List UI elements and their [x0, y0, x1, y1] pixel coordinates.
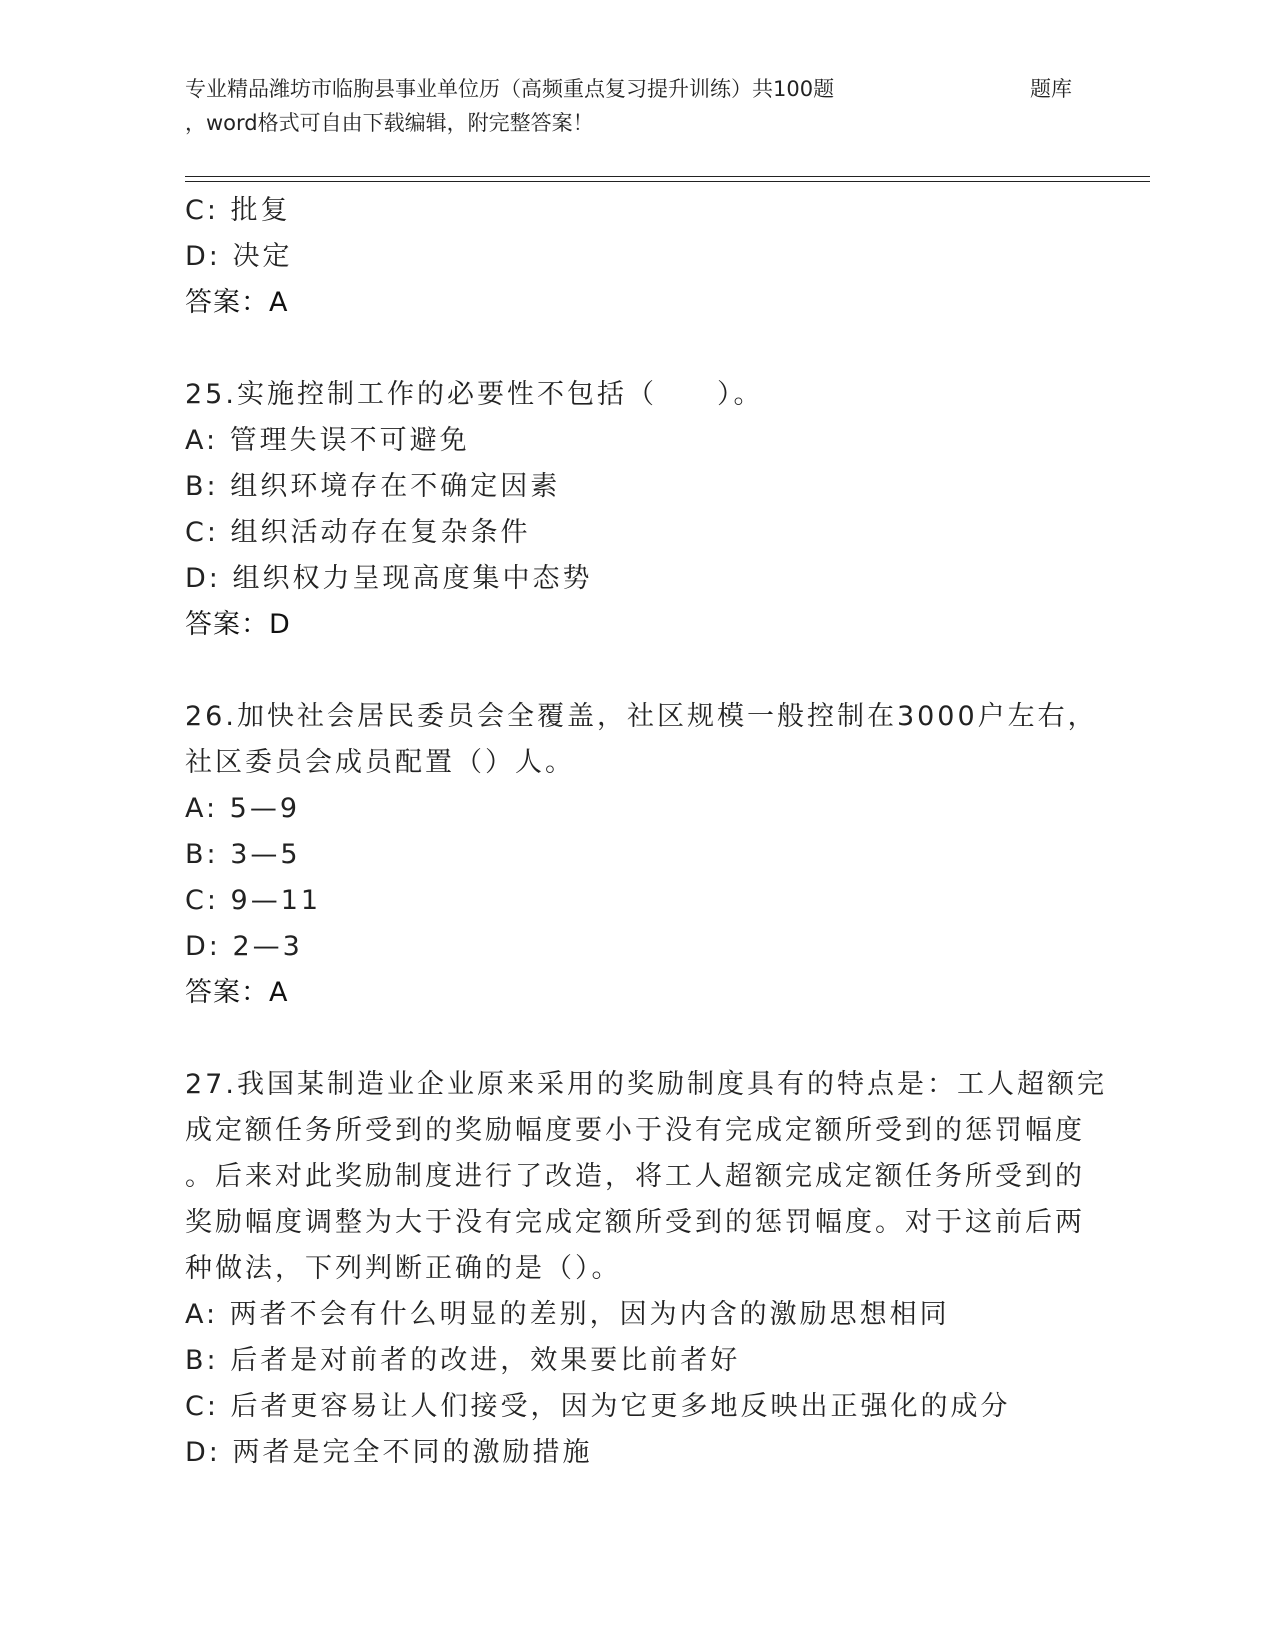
question-stem-line: 奖励幅度调整为大于没有完成定额所受到的惩罚幅度。对于这前后两 [185, 1207, 1085, 1238]
option-c: C: 后者更容易让人们接受，因为它更多地反映出正强化的成分 [185, 1391, 1011, 1422]
header-title: 专业精品潍坊市临朐县事业单位历（高频重点复习提升训练）共100题 [185, 77, 835, 101]
question-24-tail [185, 188, 1085, 326]
question-stem-line: 26.加快社会居民委员会全覆盖，社区规模一般控制在3000户左右， [185, 701, 1098, 732]
question-27 [185, 1062, 1107, 1476]
question-stem-line: 成定额任务所受到的奖励幅度要小于没有完成定额所受到的惩罚幅度 [185, 1115, 1085, 1146]
spacer [185, 1016, 1085, 1062]
option-a: A: 管理失误不可避免 [185, 425, 470, 456]
header-divider-top [185, 176, 1150, 177]
answer-line: 答案：D [185, 609, 291, 640]
option-c: C: 组织活动存在复杂条件 [185, 517, 531, 548]
spacer [185, 648, 1085, 694]
question-stem-line: 社区委员会成员配置（）人。 [185, 747, 575, 778]
question-stem-line: 种做法，下列判断正确的是（）。 [185, 1253, 622, 1284]
option-d: D: 组织权力呈现高度集中态势 [185, 563, 593, 594]
page-header [185, 72, 1085, 140]
spacer [185, 326, 1085, 372]
question-stem-line: 27.我国某制造业企业原来采用的奖励制度具有的特点是：工人超额完 [185, 1069, 1107, 1100]
question-stem-line: 。后来对此奖励制度进行了改造，将工人超额完成定额任务所受到的 [185, 1161, 1085, 1192]
question-25 [185, 372, 1085, 648]
option-d: D: 决定 [185, 241, 293, 272]
option-c: C: 9—11 [185, 885, 322, 916]
option-b: B: 组织环境存在不确定因素 [185, 471, 561, 502]
option-b: B: 后者是对前者的改进，效果要比前者好 [185, 1345, 741, 1376]
header-subtitle: ，word格式可自由下载编辑，附完整答案！ [185, 111, 594, 135]
option-d: D: 两者是完全不同的激励措施 [185, 1437, 593, 1468]
option-d: D: 2—3 [185, 931, 303, 962]
question-26 [185, 694, 1098, 1016]
option-b: B: 3—5 [185, 839, 301, 870]
option-c: C: 批复 [185, 195, 291, 226]
option-a: A: 5—9 [185, 793, 301, 824]
question-stem: 25.实施控制工作的必要性不包括（ ）。 [185, 379, 764, 410]
answer-line: 答案：A [185, 977, 289, 1008]
option-a: A: 两者不会有什么明显的差别，因为内含的激励思想相同 [185, 1299, 950, 1330]
question-content [185, 188, 1107, 1476]
answer-line: 答案：A [185, 287, 289, 318]
header-tag: 题库 [1030, 77, 1072, 101]
header-divider-bottom [185, 181, 1150, 182]
